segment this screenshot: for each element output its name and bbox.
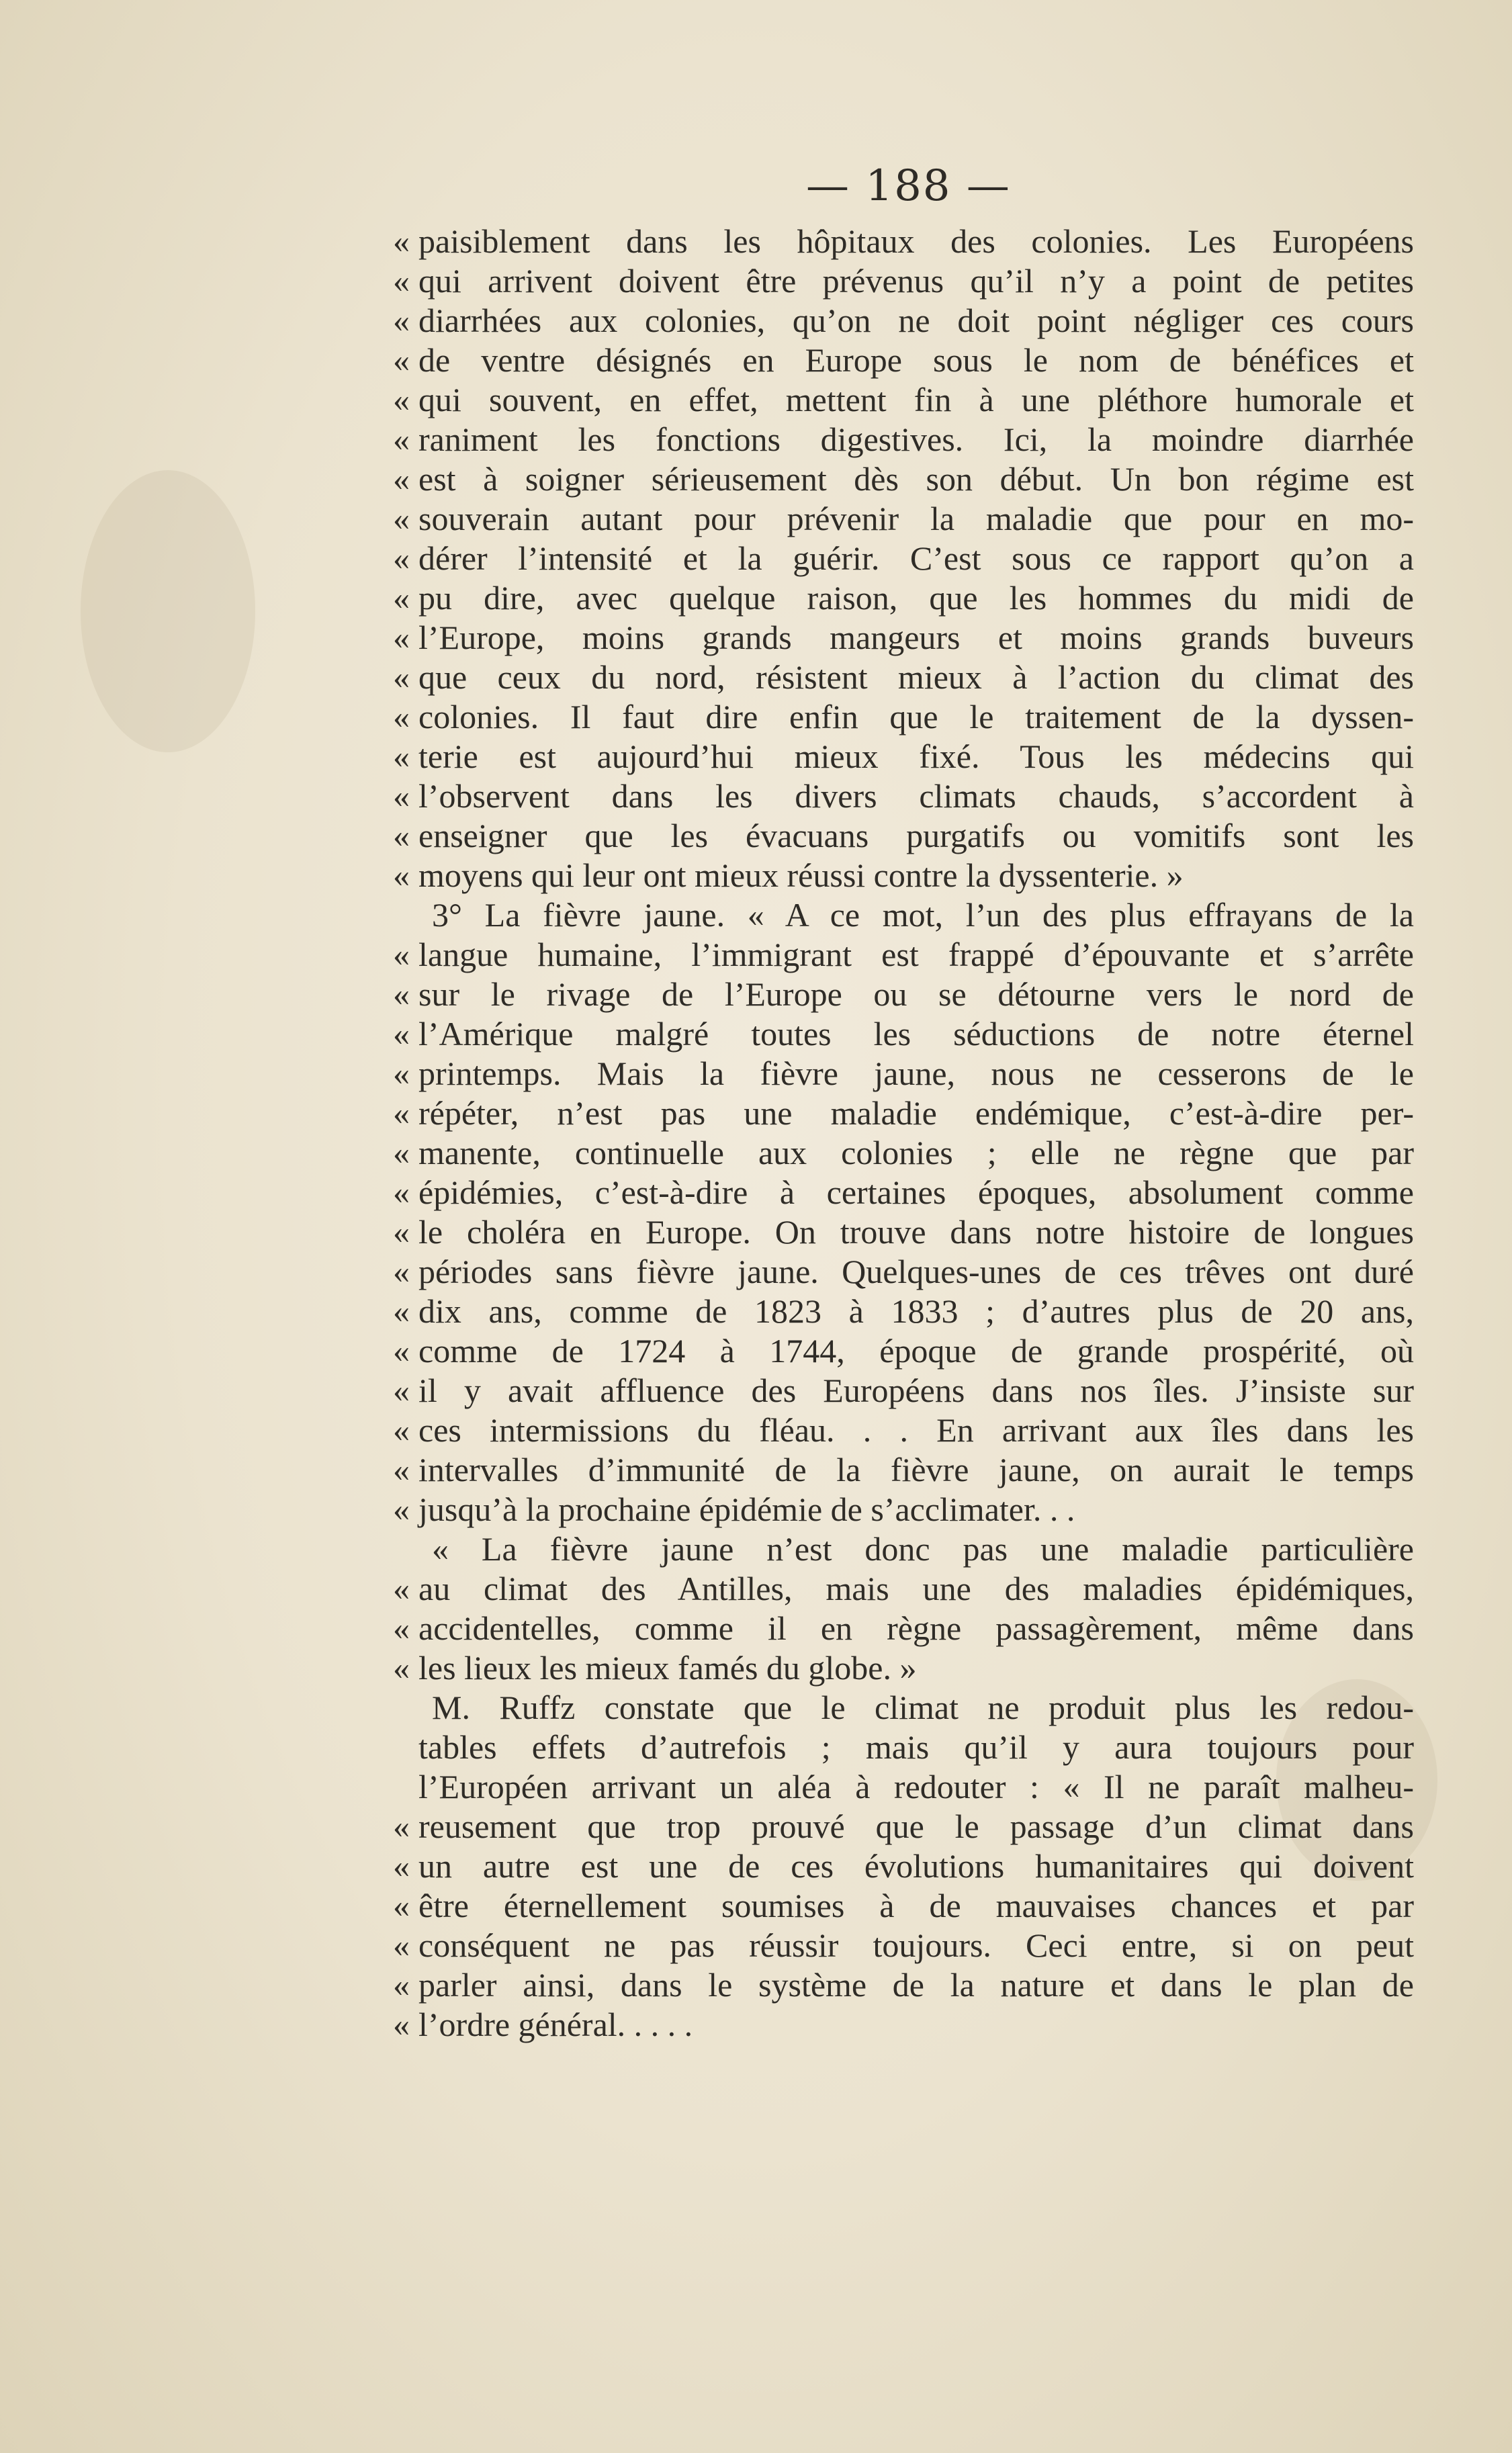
guillemet-mark: « [393,1173,410,1211]
text-line [393,935,1414,975]
guillemet-mark: « [393,460,410,498]
text-line [393,1767,1414,1807]
line-text: il y avait affluence des Européens dans nos îles. J’insiste sur [418,1372,1414,1409]
guillemet-mark: « [393,1808,410,1845]
text-line [393,1807,1414,1846]
text-line [393,499,1414,539]
text-line [393,1846,1414,1886]
text-line [393,539,1414,578]
line-text: tables effets d’autrefois ; mais qu’il y aura toujours pour [418,1728,1414,1766]
guillemet-mark: « [393,1292,410,1330]
text-line [393,1411,1414,1450]
line-text: comme de 1724 à 1744, époque de grande prospérité, où [418,1332,1414,1370]
text-line [393,1331,1414,1371]
line-text: l’observent dans les divers climats chauds, s’accordent à [418,777,1414,815]
line-text: M. Ruffz constate que le climat ne produit plus les redou- [432,1689,1414,1726]
guillemet-mark: « [393,738,410,775]
text-line [393,737,1414,776]
line-text: accidentelles, comme il en règne passagèrement, même dans [418,1609,1414,1647]
text-line [393,776,1414,816]
text-line [393,1926,1414,1965]
text-line [393,1133,1414,1173]
guillemet-mark: « [393,1490,410,1528]
line-text: langue humaine, l’immigrant est frappé d’épouvante et s’arrête [418,936,1414,973]
guillemet-mark: « [393,1015,410,1053]
guillemet-mark: « [393,420,410,458]
guillemet-mark: « [393,1372,410,1409]
text-line [393,1212,1414,1252]
text-line [393,1014,1414,1054]
text-line [393,816,1414,856]
line-text: diarrhées aux colonies, qu’on ne doit point négliger ces cours [418,302,1414,339]
guillemet-mark: « [393,341,410,379]
line-text: au climat des Antilles, mais une des maladies épidémiques, [418,1570,1414,1607]
line-text: souverain autant pour prévenir la maladie que pour en mo- [418,500,1414,537]
guillemet-mark: « [393,500,410,537]
guillemet-mark: « [393,302,410,339]
line-text: reusement que trop prouvé que le passage d’un climat dans [418,1808,1414,1845]
line-text: répéter, n’est pas une maladie endémique, c’est-à-dire per- [418,1094,1414,1132]
line-text: ces intermissions du fléau. . . En arrivant aux îles dans les [418,1411,1414,1449]
line-text: qui souvent, en effet, mettent fin à une pléthore humorale et [418,381,1414,418]
line-text: sur le rivage de l’Europe ou se détourne vers le nord de [418,975,1414,1013]
guillemet-mark: « [393,1649,410,1687]
text-line [393,1648,1414,1688]
guillemet-mark: « [393,698,410,735]
text-line [393,1094,1414,1133]
guillemet-mark: « [393,1609,410,1647]
text-line [393,1490,1414,1529]
guillemet-mark: « [393,2006,410,2043]
text-line [393,1371,1414,1411]
text-line [393,222,1414,261]
page-number: — 188 — [806,161,1011,211]
guillemet-mark: « [393,1926,410,1964]
text-line [393,1529,1414,1569]
body-text [393,222,1414,2045]
text-line [393,895,1414,935]
line-text: le choléra en Europe. On trouve dans notre histoire de longues [418,1213,1414,1251]
guillemet-mark: « [393,777,410,815]
line-text: terie est aujourd’hui mieux fixé. Tous les médecins qui [418,738,1414,775]
guillemet-mark: « [393,1451,410,1488]
guillemet-mark: « [393,222,410,260]
line-text: moyens qui leur ont mieux réussi contre la dyssenterie. » [418,856,1184,894]
guillemet-mark: « [393,1966,410,2004]
line-text: l’ordre général. . . . . [418,2006,693,2043]
guillemet-mark: « [393,619,410,656]
guillemet-mark: « [393,381,410,418]
text-line [393,301,1414,341]
guillemet-mark: « [393,1332,410,1370]
text-line [393,1728,1414,1767]
line-text: jusqu’à la prochaine épidémie de s’acclimater. . . [418,1490,1075,1528]
guillemet-mark: « [393,1887,410,1924]
guillemet-mark: « [393,975,410,1013]
guillemet-mark: « [393,1134,410,1171]
text-line [393,420,1414,459]
text-line [393,1292,1414,1331]
guillemet-mark: « [393,658,410,696]
line-text: paisiblement dans les hôpitaux des colonies. Les Européens [418,222,1414,260]
guillemet-mark: « [393,579,410,617]
line-text: raniment les fonctions digestives. Ici, la moindre diarrhée [418,420,1414,458]
text-line [393,1569,1414,1609]
text-line [393,618,1414,658]
line-text: « La fièvre jaune n’est donc pas une maladie particulière [432,1530,1414,1568]
text-line [393,1965,1414,2005]
line-text: enseigner que les évacuans purgatifs ou vomitifs sont les [418,817,1414,854]
line-text: qui arrivent doivent être prévenus qu’il n’y a point de petites [418,262,1414,300]
line-text: conséquent ne pas réussir toujours. Ceci entre, si on peut [418,1926,1414,1964]
text-line [393,380,1414,420]
text-line [393,578,1414,618]
guillemet-mark: « [393,1411,410,1449]
paper-stain [81,470,255,752]
line-text: que ceux du nord, résistent mieux à l’action du climat des [418,658,1414,696]
line-text: printemps. Mais la fièvre jaune, nous ne cesserons de le [418,1055,1414,1092]
text-line [393,1688,1414,1728]
guillemet-mark: « [393,1213,410,1251]
text-line [393,2005,1414,2045]
line-text: être éternellement soumises à de mauvaises chances et par [418,1887,1414,1924]
text-line [393,261,1414,301]
guillemet-mark: « [393,1253,410,1290]
guillemet-mark: « [393,817,410,854]
line-text: l’Amérique malgré toutes les séductions de notre éternel [418,1015,1414,1053]
line-text: parler ainsi, dans le système de la nature et dans le plan de [418,1966,1414,2004]
line-text: 3° La fièvre jaune. « A ce mot, l’un des plus effrayans de la [432,896,1414,934]
text-line [393,697,1414,737]
guillemet-mark: « [393,1570,410,1607]
text-line [393,658,1414,697]
line-text: manente, continuelle aux colonies ; elle ne règne que par [418,1134,1414,1171]
line-text: est à soigner sérieusement dès son début. Un bon régime est [418,460,1414,498]
guillemet-mark: « [393,1055,410,1092]
line-text: périodes sans fièvre jaune. Quelques-unes de ces trêves ont duré [418,1253,1414,1290]
text-line [393,975,1414,1014]
guillemet-mark: « [393,1094,410,1132]
text-line [393,1609,1414,1648]
text-line [393,1173,1414,1212]
text-line [393,459,1414,499]
text-line [393,1252,1414,1292]
line-text: pu dire, avec quelque raison, que les hommes du midi de [418,579,1414,617]
guillemet-mark: « [393,539,410,577]
guillemet-mark: « [393,936,410,973]
text-line [393,341,1414,380]
text-line [393,856,1414,895]
guillemet-mark: « [393,1847,410,1885]
line-text: de ventre désignés en Europe sous le nom de bénéfices et [418,341,1414,379]
text-line [393,1886,1414,1926]
line-text: intervalles d’immunité de la fièvre jaune, on aurait le temps [418,1451,1414,1488]
line-text: l’Européen arrivant un aléa à redouter : « Il ne paraît malheu- [418,1768,1414,1805]
line-text: épidémies, c’est-à-dire à certaines époques, absolument comme [418,1173,1414,1211]
text-line [393,1054,1414,1094]
line-text: dérer l’intensité et la guérir. C’est sous ce rapport qu’on a [418,539,1414,577]
line-text: colonies. Il faut dire enfin que le traitement de la dyssen- [418,698,1414,735]
line-text: les lieux les mieux famés du globe. » [418,1649,917,1687]
line-text: dix ans, comme de 1823 à 1833 ; d’autres plus de 20 ans, [418,1292,1414,1330]
guillemet-mark: « [393,262,410,300]
line-text: un autre est une de ces évolutions humanitaires qui doivent [418,1847,1414,1885]
text-line [393,1450,1414,1490]
line-text: l’Europe, moins grands mangeurs et moins grands buveurs [418,619,1414,656]
guillemet-mark: « [393,856,410,894]
